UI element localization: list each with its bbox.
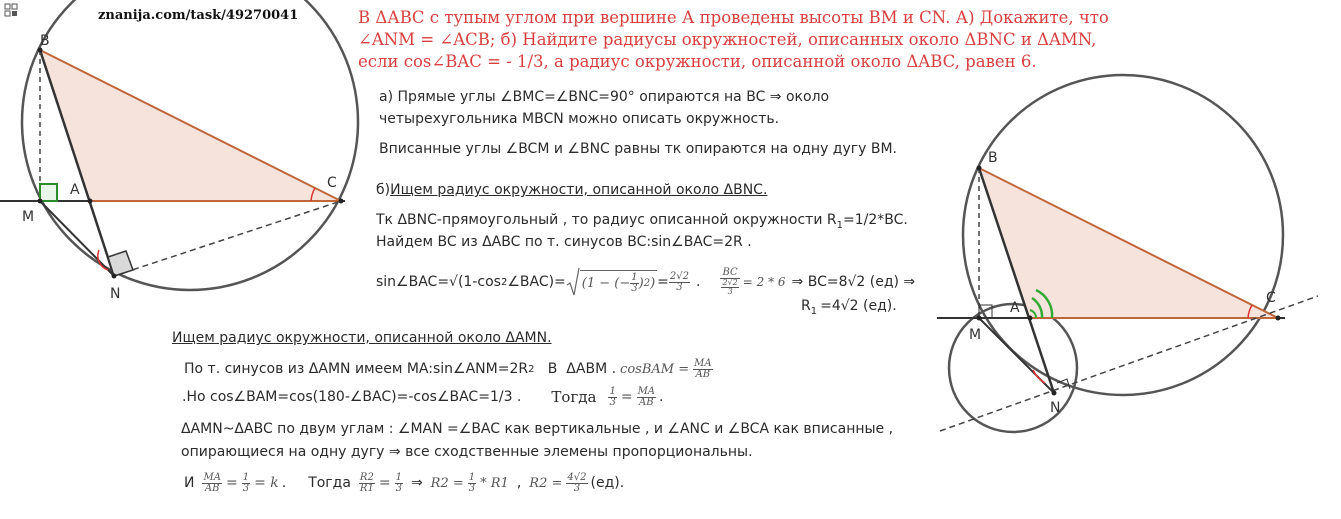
amn-line-2-f2-den: AB	[639, 396, 654, 408]
amn-line-5-then: Тогда	[308, 475, 351, 491]
sqrt-sup: 2	[643, 278, 651, 289]
solution-a-line-1: а) Прямые углы ∠BMC=∠BNC=90° опираются на BC ⇒ около	[379, 89, 830, 105]
amn-line-2-f1	[608, 387, 616, 408]
solution-b-line-1-text: Тк ΔBNC-прямоугольный , то радиус описанной окружности R	[376, 212, 837, 228]
label-M-left: M	[22, 209, 35, 225]
amn-line-1-sub: 2	[528, 363, 535, 375]
amn-line-2	[182, 384, 663, 410]
amn-line-5-fin-den: 3	[573, 482, 581, 494]
label-N-left: N	[110, 286, 121, 302]
amn-line-5-eq: =	[225, 475, 238, 491]
amn-line-5-i: И	[184, 475, 195, 491]
amn-line-5-dot: .	[281, 475, 287, 491]
label-B-right: B	[988, 150, 998, 166]
sqrt-close-2: )	[650, 276, 656, 291]
amn-line-5-eq2: =	[378, 475, 391, 491]
bc-result: ⇒ BC=8√2 (ед) ⇒	[791, 274, 916, 290]
label-A-left: A	[70, 182, 80, 198]
amn-line-5-r2b: R2 =	[529, 475, 563, 491]
amn-line-2-text: .Но cos∠BAM=cos(180-∠BAC)=-cos∠BAC=1/3 .	[182, 389, 522, 405]
amn-line-5-k-den: 3	[242, 482, 250, 494]
bc-eq-value: = 2 * 6	[742, 275, 786, 289]
amn-line-5-third-num: 1	[395, 471, 402, 483]
sqrt-frac-num: 1	[631, 272, 638, 283]
solution-b-line-1-end: =1/2*BC.	[842, 212, 908, 228]
amn-line-1	[184, 356, 713, 382]
amn-line-5-arrow: ⇒	[410, 475, 423, 491]
solution-b-heading-prefix: б)	[376, 182, 391, 198]
sqrt-frac-den: 3	[631, 283, 638, 294]
amn-line-1-frac-den: AB	[695, 368, 711, 380]
amn-line-5-fin-num: 4√2	[567, 471, 587, 483]
solution-b-line-2: Найдем BC из ΔABC по т. синусов BC:sin∠BAC=2R .	[376, 234, 752, 250]
label-C-right: C	[1266, 290, 1276, 306]
bc-inner-den: 3	[727, 287, 733, 296]
amn-line-5-r-num: R2	[359, 471, 374, 483]
amn-line-2-f2	[637, 387, 656, 408]
label-M-right: M	[969, 327, 982, 343]
problem-line-3: если cos∠BAC = - 1/3, а радиус окружности, описанной около ΔABC, равен 6.	[358, 52, 1037, 71]
amn-line-2-f2-num: MA	[637, 385, 656, 397]
amn-line-5-f	[202, 473, 221, 494]
sin-result-num: 2√2	[669, 270, 690, 282]
sin-dot: .	[696, 274, 701, 290]
solution-a-line-3: Вписанные углы ∠BCM и ∠BNC равны тк опираются на одну дугу BM.	[379, 141, 897, 157]
r1-value: =4√2 (ед).	[820, 298, 897, 314]
amn-line-4: опирающиеся на одну дугу ⇒ все сходственные элемены пропорциональны.	[181, 444, 753, 460]
amn-line-2-eq: =	[620, 389, 633, 405]
amn-line-1-mid: В ΔABM .	[534, 361, 617, 377]
amn-line-1-frac-num: MA	[694, 357, 712, 369]
sin-eq: =	[657, 274, 669, 290]
amn-line-2-then: Тогда	[551, 388, 597, 406]
amn-line-5-fin	[566, 473, 587, 494]
sin-sup: 2	[500, 276, 508, 288]
r1-prefix: R	[801, 298, 811, 314]
amn-heading: Ищем радиус окружности, описанной около ΔAMN.	[172, 330, 552, 346]
label-A-right: A	[1010, 300, 1020, 316]
site-watermark: znanija.com/task/49270041	[98, 8, 299, 23]
amn-line-2-f1-den: 3	[609, 396, 616, 408]
amn-line-3: ΔAMN~ΔABC по двум углам : ∠MAN =∠BAC как вертикальные , и ∠ANC и ∠BCA как вписанные ,	[181, 421, 894, 437]
amn-line-1-frac	[693, 359, 712, 380]
amn-line-5-r-den: R1	[359, 482, 374, 494]
amn-line-5-third	[395, 473, 403, 494]
label-N-right: N	[1050, 400, 1061, 416]
problem-line-2: ∠ANM = ∠ACB; б) Найдите радиусы окружностей, описанных около ΔBNC и ΔAMN,	[358, 30, 1097, 49]
bc-inner-num: 2√2	[722, 278, 738, 287]
amn-line-5-r	[359, 473, 375, 494]
amn-line-1-text: По т. синусов из ΔAMN имеем MA:sin∠ANM=2R	[184, 361, 529, 377]
amn-line-5-k-num: 1	[242, 471, 250, 483]
sin-text: sin∠BAC=√(1-cos	[376, 274, 501, 290]
amn-line-5-third-den: 3	[395, 482, 402, 494]
amn-line-5-k: = k	[254, 475, 279, 491]
amn-line-5	[184, 468, 624, 498]
sin-text-2: ∠BAC)=	[507, 274, 566, 290]
sin-result-den: 3	[676, 281, 683, 293]
amn-line-2-f1-num: 1	[609, 385, 616, 397]
amn-line-5-f-den: AB	[204, 482, 220, 494]
amn-line-2-dot: .	[659, 389, 664, 405]
label-C-left: C	[327, 175, 337, 191]
solution-b-heading-text: Ищем радиус окружности, описанной около ΔBNC.	[390, 182, 768, 198]
sqrt-inner: (1 − (−	[581, 276, 631, 291]
amn-line-5-r2f-den: 3	[468, 482, 476, 494]
label-B-left: B	[40, 33, 50, 49]
solution-a-line-2: четырехугольника MBCN можно описать окружность.	[379, 111, 780, 127]
amn-line-5-r2: R2 =	[430, 475, 464, 491]
solution-b-line-1-sub: 1	[836, 219, 843, 231]
amn-line-5-r2f	[468, 473, 476, 494]
amn-line-5-f-num: MA	[203, 471, 221, 483]
problem-line-1: В ΔАВС с тупым углом при вершине А проведены высоты ВМ и СN. А) Докажите, что	[358, 8, 1109, 27]
amn-line-5-kf	[242, 473, 250, 494]
amn-line-5-r1: * R1	[480, 475, 509, 491]
amn-line-5-end: (ед).	[590, 475, 625, 491]
amn-line-5-comma: ,	[516, 475, 522, 491]
sqrt-close: )	[638, 276, 644, 291]
amn-line-1-math: cosBAM =	[620, 361, 690, 377]
r1-sub: 1	[810, 305, 818, 317]
amn-line-5-r2f-num: 1	[468, 471, 476, 483]
bc-frac-num: BC	[720, 268, 739, 279]
